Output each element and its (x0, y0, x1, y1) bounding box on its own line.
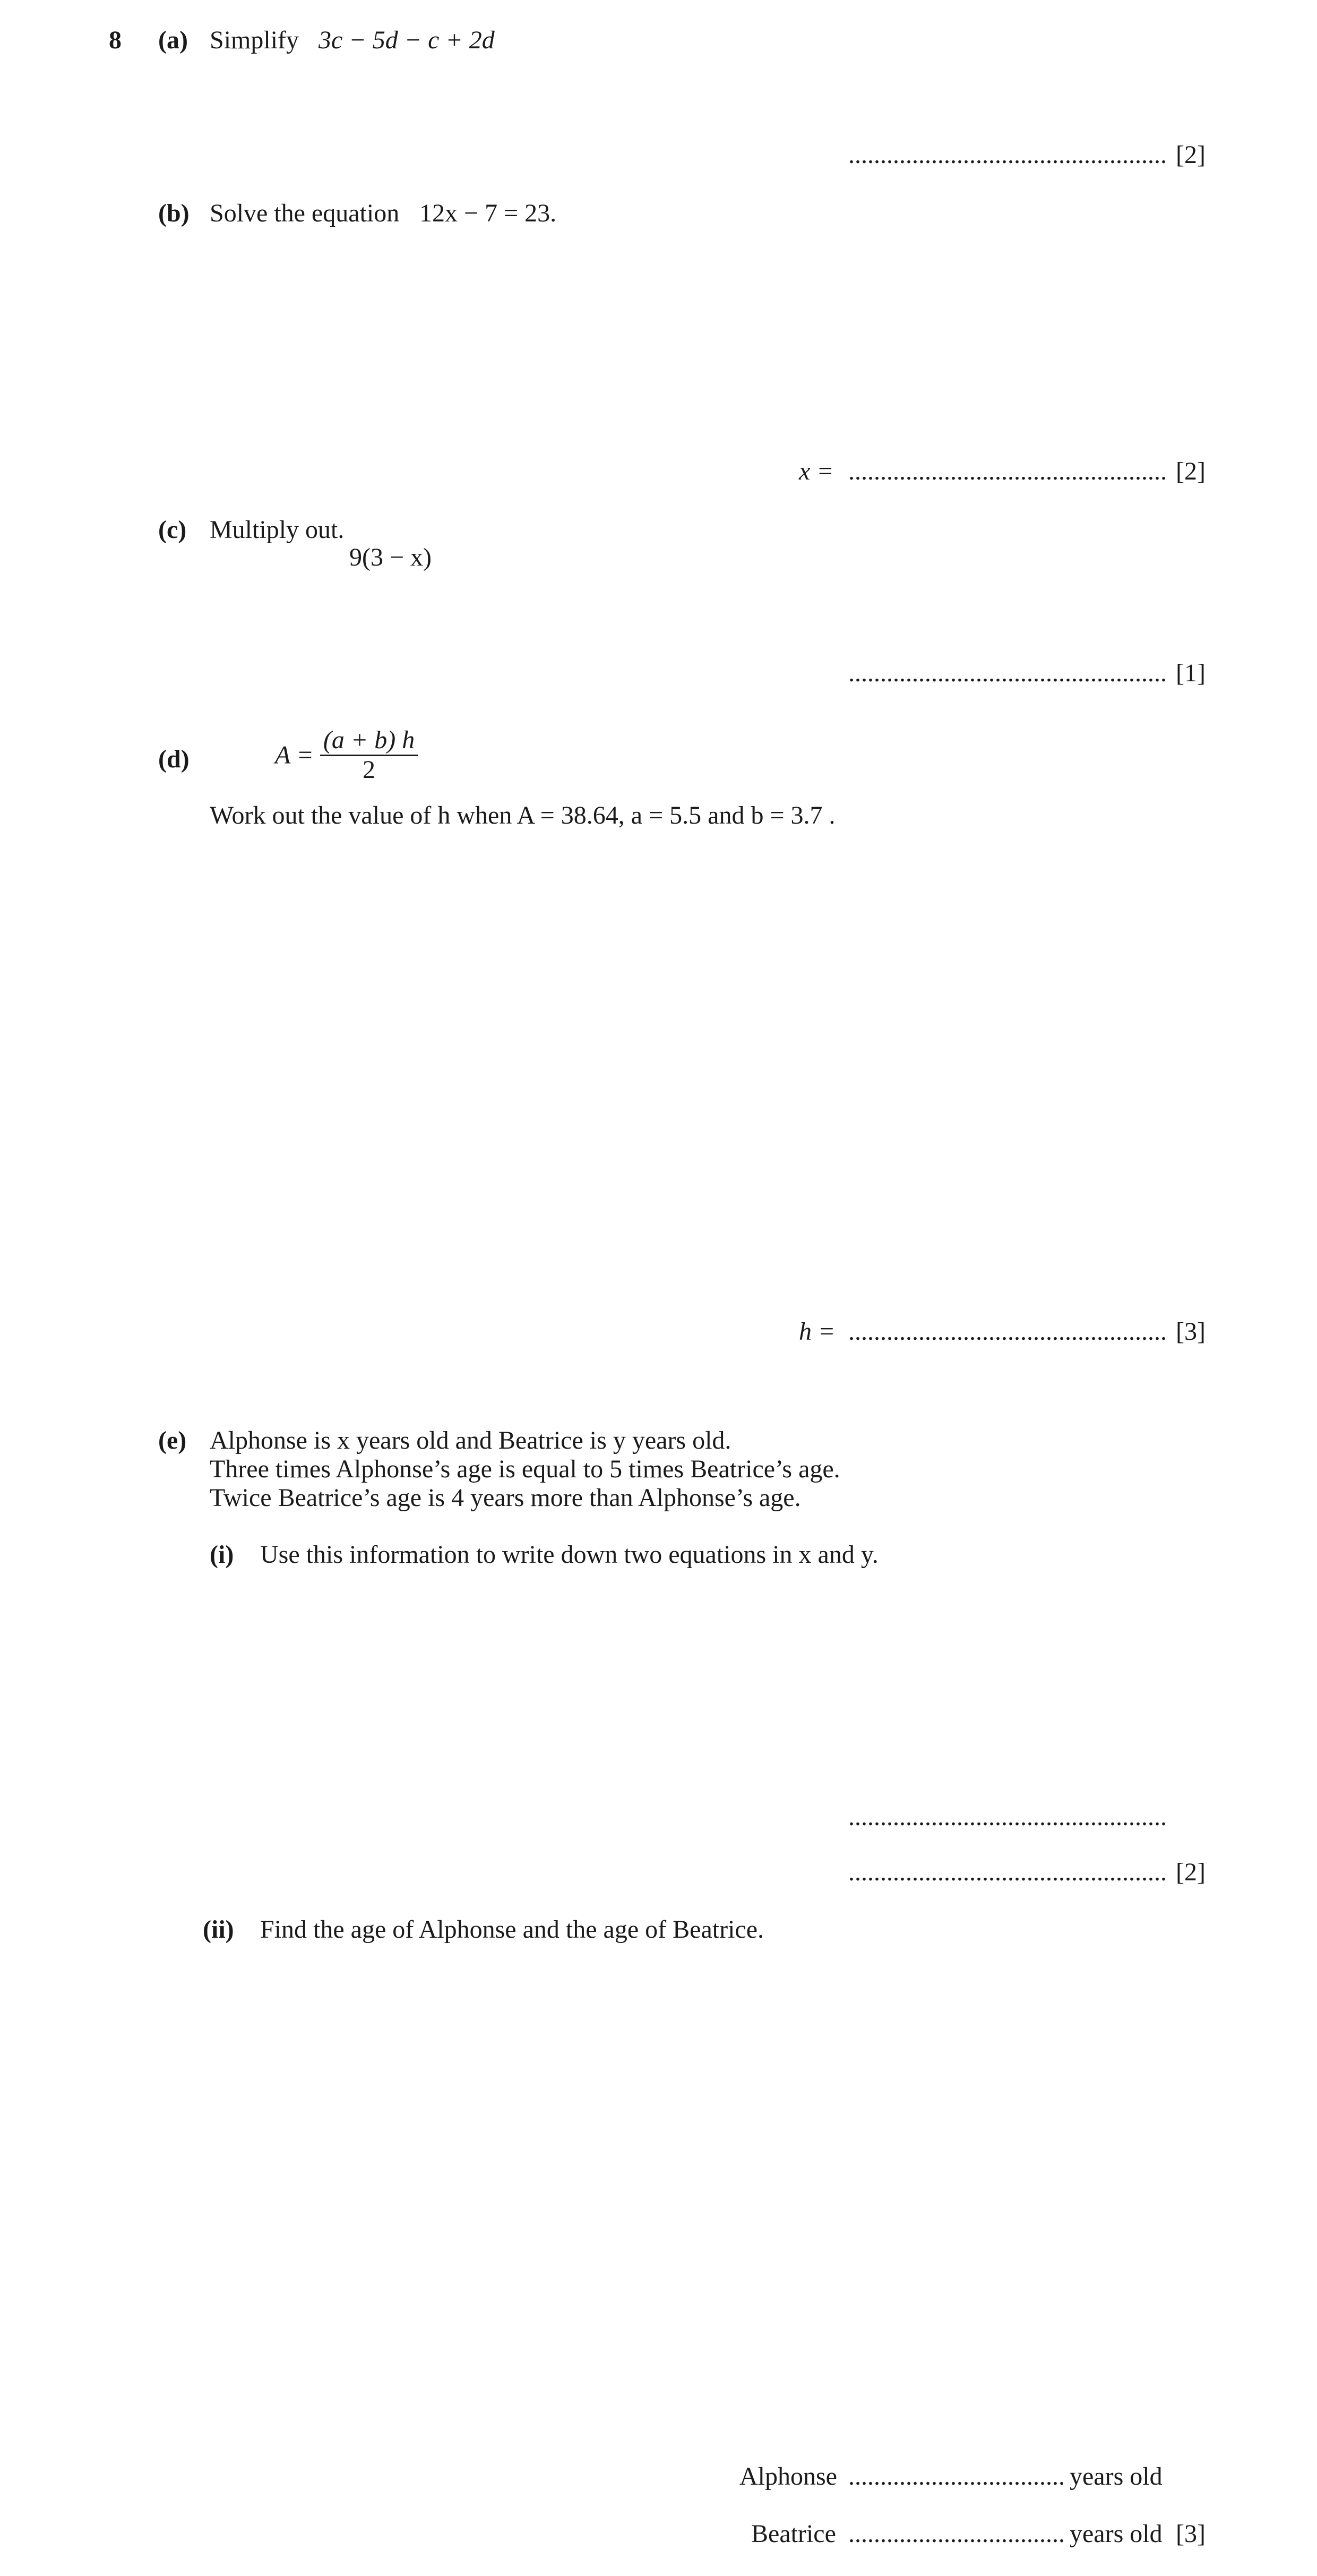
alphonse-unit: years old (1070, 2462, 1163, 2491)
part-b-marks: [2] (1176, 457, 1206, 485)
part-a-instruction: Simplify (210, 26, 299, 54)
alphonse-answer-line[interactable]: .................................. (848, 2462, 1065, 2491)
part-e-line2: Three times Alphonse’s age is equal to 5 times Beatrice’s age. (210, 1455, 840, 1483)
part-d-marks: [3] (1176, 1317, 1206, 1346)
part-d-formula-lhs: A = (275, 741, 314, 769)
part-e-line1: Alphonse is x years old and Beatrice is y years old. (210, 1426, 731, 1454)
part-b-instruction: Solve the equation (210, 199, 400, 227)
part-a-marks: [2] (1176, 141, 1206, 169)
part-e-i-answer-line-2[interactable]: .................................................. (848, 1858, 1167, 1886)
part-e-i-label: (i) (210, 1541, 234, 1569)
part-d-answer-line[interactable]: .................................................. (848, 1317, 1167, 1346)
part-e-i-instruction: Use this information to write down two equations in x and y. (260, 1541, 879, 1569)
part-e-i-answer-line-1[interactable]: .................................................. (848, 1803, 1167, 1831)
part-e-i-marks: [2] (1176, 1858, 1206, 1886)
part-a-expression: 3c − 5d − c + 2d (319, 26, 495, 54)
part-c-instruction: Multiply out. (210, 516, 345, 544)
part-a-answer-line[interactable]: .................................................. (848, 141, 1167, 169)
part-b-label: (b) (158, 199, 190, 227)
part-e-ii-instruction: Find the age of Alphonse and the age of Beatrice. (260, 1915, 764, 1944)
part-d-label: (d) (158, 745, 190, 773)
part-e-line3: Twice Beatrice’s age is 4 years more than Alphonse’s age. (210, 1484, 801, 1512)
question-number: 8 (109, 26, 122, 54)
part-d-fraction (320, 726, 418, 784)
part-d-formula-numerator: (a + b) h (320, 726, 418, 756)
part-d-formula (275, 726, 418, 784)
part-e-ii-label: (ii) (203, 1915, 234, 1944)
part-c-answer-line[interactable]: .................................................. (848, 659, 1167, 687)
beatrice-label: Beatrice (751, 2520, 836, 2548)
part-b-answer-prefix: x = (799, 457, 834, 485)
part-d-formula-denominator: 2 (363, 755, 376, 784)
part-c-marks: [1] (1176, 659, 1206, 687)
alphonse-label: Alphonse (739, 2462, 837, 2491)
part-e-label: (e) (158, 1426, 187, 1454)
part-d-instruction: Work out the value of h when A = 38.64, a = 5.5 and b = 3.7 . (210, 801, 836, 829)
beatrice-unit: years old (1070, 2520, 1163, 2548)
part-e-ii-marks: [3] (1176, 2520, 1206, 2548)
part-a-label: (a) (158, 26, 188, 54)
part-b-answer-line[interactable]: .................................................. (848, 457, 1167, 485)
part-b-equation: 12x − 7 = 23. (419, 199, 557, 227)
beatrice-answer-line[interactable]: .................................. (848, 2520, 1065, 2548)
part-c-expression: 9(3 − x) (349, 543, 432, 571)
part-d-answer-prefix: h = (799, 1317, 836, 1346)
part-c-label: (c) (158, 516, 187, 544)
